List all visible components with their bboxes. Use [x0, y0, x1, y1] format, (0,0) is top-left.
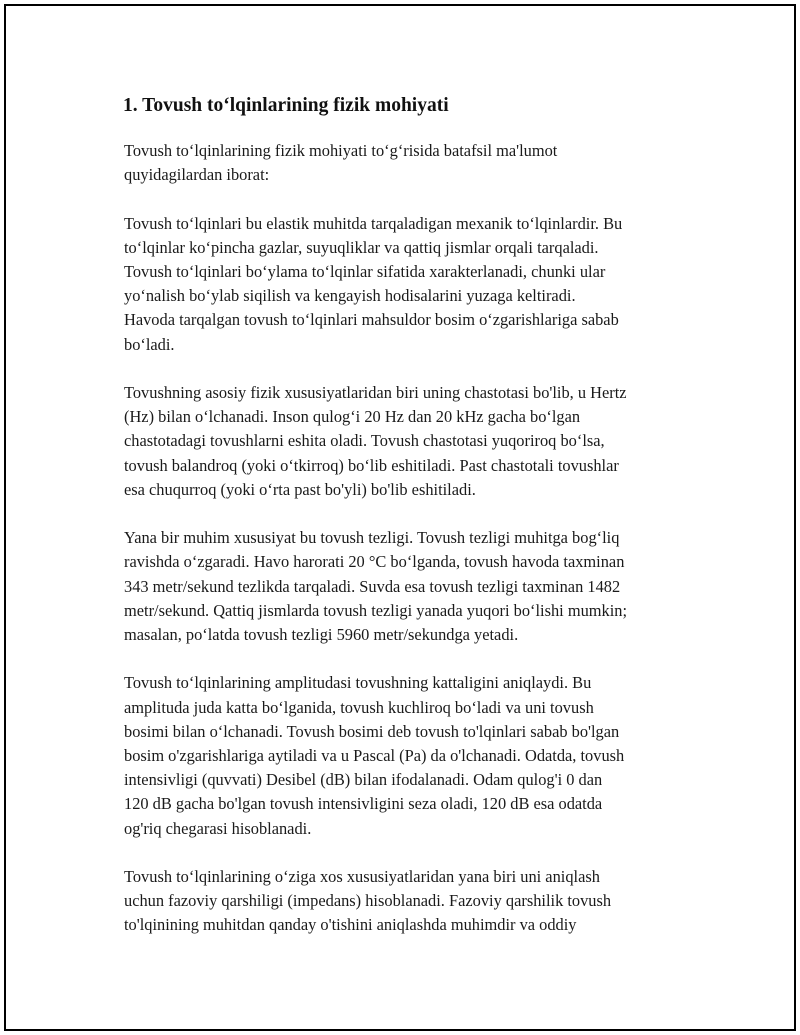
page-frame: [4, 4, 796, 1031]
text-line: (Hz) bilan o‘lchanadi. Inson qulog‘i 20 Hz dan 20 kHz gacha bo‘lgan: [124, 407, 581, 427]
text-line: 120 dB gacha bo'lgan tovush intensivligini seza oladi, 120 dB esa odatda: [124, 794, 603, 814]
text-line: esa chuqurroq (yoki o‘rta past bo'yli) bo'lib eshitiladi.: [124, 479, 476, 499]
text-line: Havoda tarqalgan tovush to‘lqinlari mahsuldor bosim o‘zgarishlariga sabab: [124, 310, 619, 330]
text-line: 343 metr/sekund tezlikda tarqaladi. Suvda esa tovush tezligi taxminan 1482: [124, 576, 621, 596]
paragraph: [124, 865, 705, 938]
paragraph-list: [120, 139, 705, 938]
section-title: 1. Tovush to‘lqinlarining fizik mohiyati: [123, 95, 449, 116]
text-line: yo‘nalish bo‘ylab siqilish va kengayish hodisalarini yuzaga keltiradi.: [124, 286, 576, 306]
text-line: masalan, po‘latda tovush tezligi 5960 metr/sekundga yetadi.: [124, 625, 519, 645]
text-line: bosim o'zgarishlariga aytiladi va u Pascal (Pa) da o'lchanadi. Odatda, tovush: [124, 746, 625, 766]
text-line: to'lqinining muhitdan qanday o'tishini aniqlashda muhimdir va oddiy: [124, 915, 577, 935]
text-line: bo‘ladi.: [124, 334, 175, 354]
text-line: chastotadagi tovushlarni eshita oladi. Tovush chastotasi yuqoriroq bo‘lsa,: [124, 431, 605, 451]
text-line: Tovush to‘lqinlari bu elastik muhitda tarqaladigan mexanik to‘lqinlardir. Bu: [124, 213, 623, 233]
text-line: intensivligi (quvvati) Desibel (dB) bilan ifodalanadi. Odam qulog'i 0 dan: [124, 770, 603, 790]
text-line: quyidagilardan iborat:: [124, 165, 270, 185]
text-line: Tovush to‘lqinlarining o‘ziga xos xususiyatlaridan yana biri uni aniqlash: [124, 867, 600, 887]
paragraph: [124, 212, 705, 357]
text-line: og'riq chegarasi hisoblanadi.: [124, 818, 312, 838]
paragraph: [124, 381, 705, 502]
text-line: Tovush to‘lqinlarining amplitudasi tovushning kattaligini aniqlaydi. Bu: [124, 673, 592, 693]
paragraph: [124, 139, 705, 187]
text-line: uchun fazoviy qarshiligi (impedans) hisoblanadi. Fazoviy qarshilik tovush: [124, 891, 612, 911]
text-line: Tovushning asosiy fizik xususiyatlaridan biri uning chastotasi bo'lib, u Hertz: [124, 383, 627, 402]
text-line: amplituda juda katta bo‘lganida, tovush kuchliroq bo‘ladi va uni tovush: [124, 697, 594, 717]
text-line: Tovush to‘lqinlarining fizik mohiyati to‘g‘risida batafsil ma'lumot: [124, 141, 558, 160]
text-line: metr/sekund. Qattiq jismlarda tovush tezligi yanada yuqori bo‘lishi mumkin;: [124, 600, 628, 620]
text-line: tovush balandroq (yoki o‘tkirroq) bo‘lib eshitiladi. Past chastotali tovushlar: [124, 455, 619, 475]
text-line: Yana bir muhim xususiyat bu tovush tezligi. Tovush tezligi muhitga bog‘liq: [124, 528, 620, 548]
text-line: Tovush to‘lqinlari bo‘ylama to‘lqinlar sifatida xarakterlanadi, chunki ular: [124, 262, 606, 281]
paragraph: [124, 671, 705, 840]
text-line: bosimi bilan o‘lchanadi. Tovush bosimi deb tovush to'lqinlari sabab bo'lgan: [124, 721, 620, 741]
text-line: ravishda o‘zgaradi. Havo harorati 20 °C bo‘lganda, tovush havoda taxminan: [124, 552, 625, 572]
paragraph: [124, 526, 705, 647]
text-line: to‘lqinlar ko‘pincha gazlar, suyuqliklar va qattiq jismlar orqali tarqaladi.: [124, 237, 599, 257]
document-body: [120, 94, 705, 962]
